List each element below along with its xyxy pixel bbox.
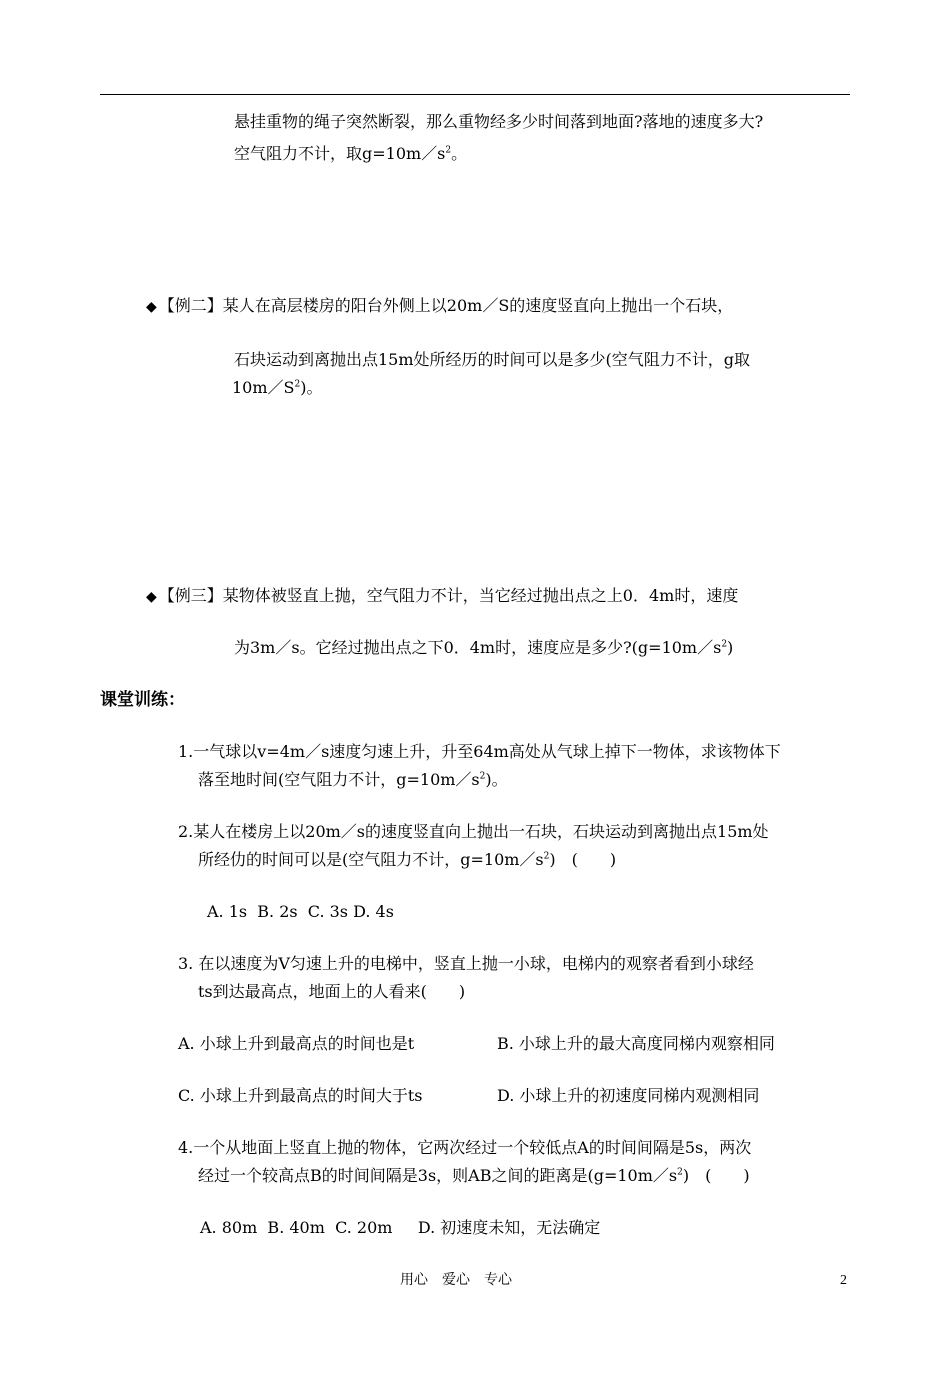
q3-option-d: D. 小球上升的初速度同梯内观测相同 bbox=[497, 1086, 760, 1105]
q4-line-1: 4.一个从地面上竖直上抛的物体，它两次经过一个较低点A的时间间隔是5s，两次 bbox=[178, 1138, 752, 1157]
intro-line-1: 悬挂重物的绳子突然断裂，那么重物经多少时间落到地面?落地的速度多大? bbox=[234, 112, 764, 131]
section-title: 课堂训练： bbox=[100, 690, 185, 710]
example2-line-2: 石块运动到离抛出点15m处所经历的时间可以是多少(空气阻力不计，g取 bbox=[234, 350, 751, 369]
page-number: 2 bbox=[840, 1273, 847, 1288]
intro-line-2: 空气阻力不计，取$g=10m/s^2$。 bbox=[234, 144, 468, 163]
q2-options: A. 1s B. 2s C. 3s D. 4s bbox=[207, 902, 394, 921]
example3-line-2: 为3m／s。它经过抛出点之下0．4m时，速度应是多少$?(g=10m/s^2)$ bbox=[234, 638, 734, 657]
example2-line-1: ◆ 【例二】某人在高层楼房的阳台外侧上以20m／S的速度竖直向上抛出一个石块， bbox=[146, 296, 734, 315]
q3-option-a: A. 小球上升到最高点的时间也是t bbox=[178, 1034, 415, 1053]
example3-line-1: ◆ 【例三】某物体被竖直上抛，空气阻力不计，当它经过抛出点之上0．4m时，速度 bbox=[146, 586, 739, 605]
q2-line-1: 2.某人在楼房上以20m／s的速度竖直向上抛出一石块，石块运动到离抛出点15m处 bbox=[178, 822, 769, 841]
footer-motto: 用心 爱心 专心 bbox=[400, 1272, 512, 1288]
q4-options: A. 80m B. 40m C. 20m D. 初速度未知，无法确定 bbox=[200, 1218, 601, 1237]
q3-option-b: B. 小球上升的最大高度同梯内观察相同 bbox=[497, 1034, 775, 1053]
q3-line-1: 3. 在以速度为V匀速上升的电梯中，竖直上抛一小球，电梯内的观察者看到小球经 bbox=[178, 954, 754, 973]
example2-line-3: $10m/S^2$)。 bbox=[232, 378, 323, 397]
q3-line-2: ts到达最高点，地面上的人看来( ) bbox=[198, 982, 466, 1001]
header-rule bbox=[100, 94, 850, 95]
q4-line-2: 经过一个较高点B的时间间隔是3s，则AB之间的距离是$(g=10m/s^2)$ ( ) bbox=[198, 1166, 750, 1185]
q3-option-c: C. 小球上升到最高点的时间大于ts bbox=[178, 1086, 423, 1105]
diamond-bullet-icon: ◆ bbox=[146, 589, 157, 605]
q2-line-2: 所经仂的时间可以是(空气阻力不计，$g=10m/s^2$) ( ) bbox=[198, 850, 617, 869]
q1-line-2: 落至地时间(空气阻力不计，$g=10m/s^2$)。 bbox=[198, 770, 508, 789]
q1-line-1: 1.一气球以v=4m／s速度匀速上升，升至64m高处从气球上掉下一物体，求该物体下 bbox=[178, 742, 781, 761]
diamond-bullet-icon: ◆ bbox=[146, 299, 157, 315]
